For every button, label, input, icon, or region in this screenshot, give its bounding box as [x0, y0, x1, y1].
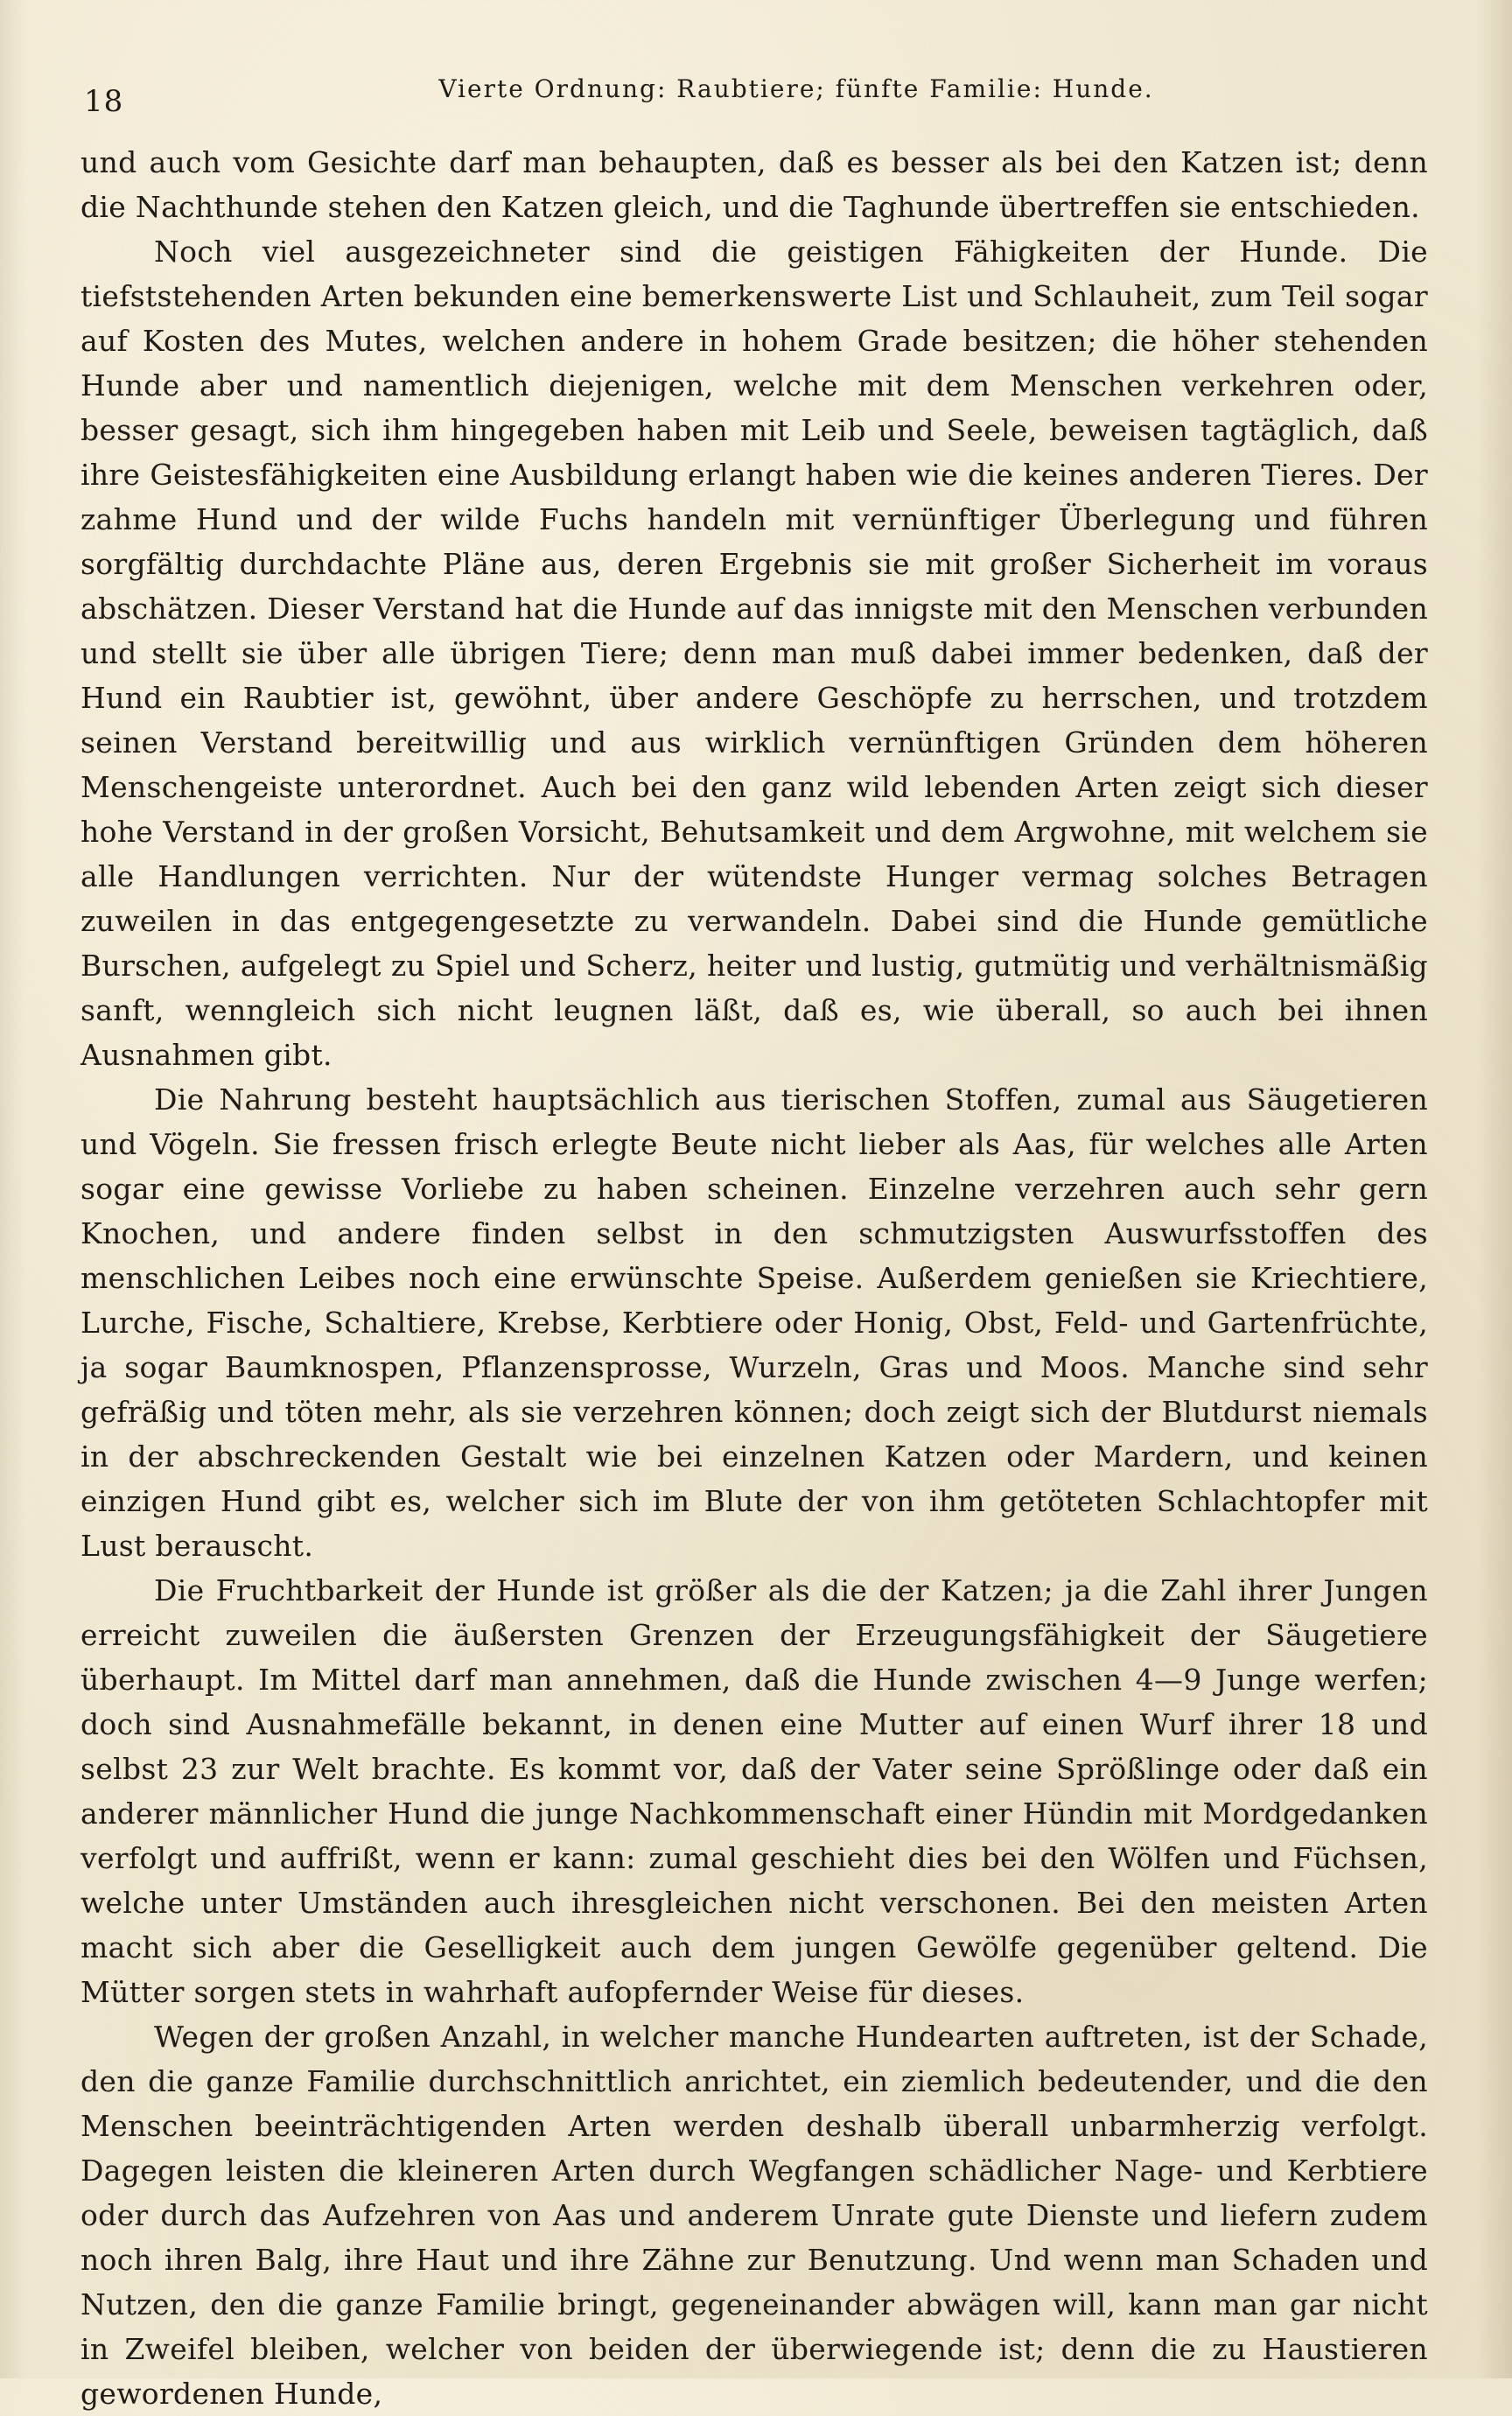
paragraph-4: Die Fruchtbarkeit der Hunde ist größer als die der Katzen; ja die Zahl ihrer Jungen erreicht zuweilen die äußersten Grenzen der Erzeugungsfähigkeit der Säugetiere überhaupt. Im Mittel darf man annehmen, daß die Hunde zwischen 4—9 Junge werfen; doch sind Ausnahmefälle bekannt, in denen eine Mutter auf einen Wurf ihrer 18 und selbst 23 zur Welt brachte. Es kommt vor, daß der Vater seine Sprößlinge oder daß ein anderer männlicher Hund die junge Nachkommenschaft einer Hündin mit Mordgedanken verfolgt und auffrißt, wenn er kann: zumal geschieht dies bei den Wölfen und Füchsen, welche unter Umständen auch ihresgleichen nicht verschonen. Bei den meisten Arten macht sich aber die Geselligkeit auch dem jungen Gewölfe gegenüber geltend. Die Mütter sorgen stets in wahrhaft aufopfernder Weise für dieses. — [80, 1573, 1428, 2009]
paragraph-3: Die Nahrung besteht hauptsächlich aus tierischen Stoffen, zumal aus Säugetieren und Vögeln. Sie fressen frisch erlegte Beute nicht lieber als Aas, für welches alle Arten sogar eine gewisse Vorliebe zu haben scheinen. Einzelne verzehren auch sehr gern Knochen, und andere finden selbst in den schmutzigsten Auswurfsstoffen des menschlichen Leibes noch eine erwünschte Speise. Außerdem genießen sie Kriechtiere, Lurche, Fische, Schaltiere, Krebse, Kerbtiere oder Honig, Obst, Feld- und Gartenfrüchte, ja sogar Baumknospen, Pflanzensprosse, Wurzeln, Gras und Moos. Manche sind sehr gefräßig und töten mehr, als sie verzehren können; doch zeigt sich der Blutdurst niemals in der abschreckenden Gestalt wie bei einzelnen Katzen oder Mardern, und keinen einzigen Hund gibt es, welcher sich im Blute der von ihm getöteten Schlachtopfer mit Lust berauscht. — [80, 1082, 1428, 1563]
running-head: Vierte Ordnung: Raubtiere; fünfte Familie: Hunde. — [438, 74, 1154, 103]
paragraph-1: und auch vom Gesichte darf man behaupten, daß es besser als bei den Katzen ist; denn die Nachthunde stehen den Katzen gleich, und die Taghunde übertreffen sie entschieden. — [80, 145, 1428, 224]
body-text — [80, 140, 1428, 2416]
paragraph-2: Noch viel ausgezeichneter sind die geistigen Fähigkeiten der Hunde. Die tiefststehenden Arten bekunden eine bemerkenswerte List und Schlauheit, zum Teil sogar auf Kosten des Mutes, welchen andere in hohem Grade besitzen; die höher stehenden Hunde aber und namentlich diejenigen, welche mit dem Menschen verkehren oder, besser gesagt, sich ihm hingegeben haben mit Leib und Seele, beweisen tagtäglich, daß ihre Geistesfähigkeiten eine Ausbildung erlangt haben wie die keines anderen Tieres. Der zahme Hund und der wilde Fuchs handeln mit vernünftiger Überlegung und führen sorgfältig durchdachte Pläne aus, deren Ergebnis sie mit großer Sicherheit im voraus abschätzen. Dieser Verstand hat die Hunde auf das innigste mit den Menschen verbunden und stellt sie über alle übrigen Tiere; denn man muß dabei immer bedenken, daß der Hund ein Raubtier ist, gewöhnt, über andere Geschöpfe zu herrschen, und trotzdem seinen Verstand bereitwillig und aus wirklich vernünftigen Gründen dem höheren Menschengeiste unterordnet. Auch bei den ganz wild lebenden Arten zeigt sich dieser hohe Verstand in der großen Vorsicht, Behutsamkeit und dem Argwohne, mit welchem sie alle Handlungen verrichten. Nur der wütendste Hunger vermag solches Betragen zuweilen in das entgegengesetzte zu verwandeln. Dabei sind die Hunde gemütliche Burschen, aufgelegt zu Spiel und Scherz, heiter und lustig, gutmütig und verhältnismäßig sanft, wenngleich sich nicht leugnen läßt, daß es, wie überall, so auch bei ihnen Ausnahmen gibt. — [80, 235, 1428, 1072]
page-edge-shadow — [1477, 0, 1512, 2378]
paragraph-5: Wegen der großen Anzahl, in welcher manche Hundearten auftreten, ist der Schade, den die ganze Familie durchschnittlich anrichtet, ein ziemlich bedeutender, und die den Menschen beeinträchtigenden Arten werden deshalb überall unbarmherzig verfolgt. Dagegen leisten die kleineren Arten durch Wegfangen schädlicher Nage- und Kerbtiere oder durch das Aufzehren von Aas und anderem Unrate gute Dienste und liefern zudem noch ihren Balg, ihre Haut und ihre Zähne zur Benutzung. Und wenn man Schaden und Nutzen, den die ganze Familie bringt, gegeneinander abwägen will, kann man gar nicht in Zweifel bleiben, welcher von beiden der überwiegende ist; denn die zu Haustieren gewordenen Hunde, — [80, 2020, 1428, 2411]
page-gutter-shadow — [0, 0, 26, 2378]
page-number: 18 — [84, 84, 124, 119]
